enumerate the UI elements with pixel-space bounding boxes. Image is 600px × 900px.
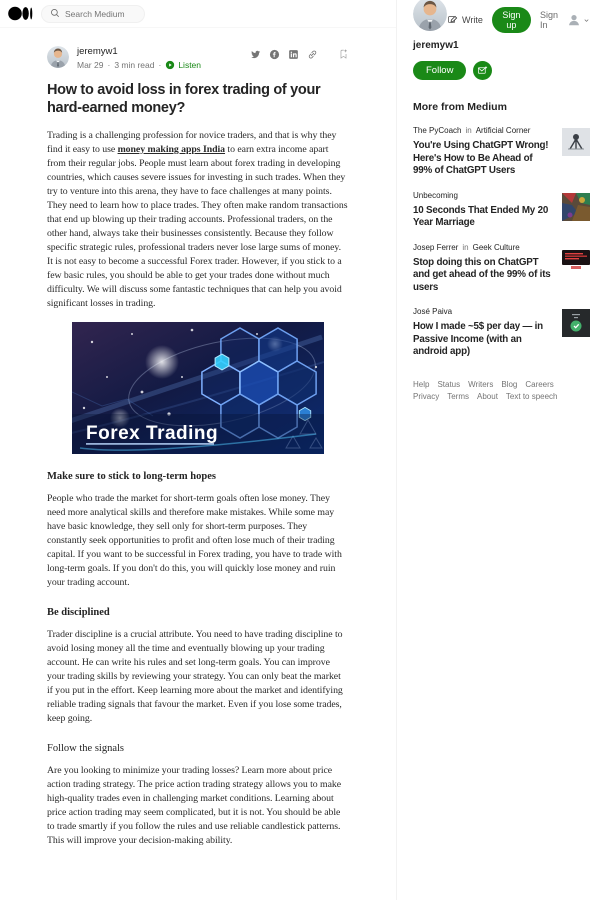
- top-navbar: [0, 0, 396, 28]
- chevron-down-icon: [583, 17, 590, 24]
- card-author[interactable]: Unbecoming: [413, 190, 458, 200]
- medium-logo[interactable]: [8, 6, 33, 21]
- footer-link[interactable]: Terms: [447, 391, 470, 401]
- search-icon: [50, 5, 60, 23]
- sidebar: [397, 0, 600, 900]
- article: [47, 46, 349, 848]
- article-paragraph: Trader discipline is a crucial attribute. You need to have trading discipline to avoid losing money all the time and eventually blowing up your trading account. He can write his rules and set long-term goals. You can improve your trading skills by reviewing your strategy. You can only beat the market if you put in the effort. Keep learning more about the market and identifying reliable trading signals that favour the market. Even if you lose some trades, keep going.: [47, 629, 343, 724]
- card-thumbnail[interactable]: [562, 193, 590, 221]
- footer-link[interactable]: Writers: [468, 379, 494, 389]
- footer-link[interactable]: Careers: [525, 379, 554, 389]
- card-author[interactable]: The PyCoach: [413, 126, 462, 135]
- article-title: How to avoid loss in forex trading of your hard-earned money?: [47, 82, 321, 116]
- body-link-money-making-apps[interactable]: money making apps India: [117, 144, 226, 155]
- card-author[interactable]: José Paiva: [413, 307, 453, 316]
- meta-dot: ·: [158, 60, 162, 70]
- linkedin-icon[interactable]: [288, 49, 299, 60]
- hero-image-caption-text: Forex Trading: [86, 423, 219, 444]
- footer-link[interactable]: Text to speech: [505, 391, 558, 401]
- article-meta: [77, 60, 201, 70]
- recommended-card[interactable]: [413, 243, 590, 295]
- profile-avatar[interactable]: [413, 0, 447, 31]
- sidebar-profile-name[interactable]: jeremyw1: [413, 40, 459, 51]
- write-icon: [447, 15, 458, 26]
- card-title[interactable]: Stop doing this on ChatGPT and get ahead of the 99% of its users: [413, 256, 551, 293]
- sign-in-link[interactable]: Sign In: [539, 10, 558, 30]
- article-byline: [47, 46, 349, 70]
- write-button[interactable]: Write: [447, 15, 483, 26]
- sidebar-profile-actions: [413, 61, 590, 80]
- publish-date: Mar 29: [77, 60, 104, 70]
- link-icon[interactable]: [307, 49, 318, 60]
- hero-image-forex-trading: [72, 322, 324, 454]
- footer-link[interactable]: Status: [437, 379, 461, 389]
- recommended-card[interactable]: [413, 307, 590, 359]
- user-icon: [567, 13, 581, 27]
- share-toolbar: [250, 49, 349, 60]
- nav-actions: [447, 7, 590, 33]
- listen-button[interactable]: Listen: [165, 60, 201, 70]
- subscribe-button[interactable]: [473, 61, 492, 80]
- follow-button[interactable]: Follow: [413, 61, 466, 80]
- article-paragraph: Trading is a challenging profession for novice traders, and that is why they find it easy to use money making apps India to earn extra income apart from their regular jobs. People must learn about forex trading in developing countries, which causes severe issues for investing in such trades. When they try to venture into this arena, they have to face challenges at many points. They need to learn how to place trades. They often make random transactions that end up blowing up their trading accounts. Professional traders, on the other hand, always take their businesses consistently. Because they follow specific strategic rules, professional traders never lose large sums of money. It is not easy to become a successful Forex trader. However, if you stick to a few basic rules, you should be able to get your trades done without much difficulty. We will discuss some fantastic techniques that can help you avoid significant losses in trading.: [47, 130, 348, 309]
- sidebar-footer-links: [413, 380, 583, 401]
- card-publication[interactable]: Artificial Corner: [475, 126, 531, 135]
- card-author-row: The PyCoach in Artificial Corner: [413, 126, 531, 135]
- card-title[interactable]: How I made ~5$ per day — in Passive Income (with an android app): [413, 321, 543, 357]
- twitter-icon[interactable]: [250, 49, 261, 60]
- email-plus-icon: [477, 65, 488, 76]
- sidebar-header: [413, 0, 590, 33]
- card-thumbnail[interactable]: [562, 309, 590, 337]
- search-input[interactable]: [65, 9, 136, 19]
- section-heading: Be disciplined: [47, 607, 110, 618]
- card-thumbnail[interactable]: [562, 245, 590, 273]
- footer-link[interactable]: About: [477, 391, 498, 401]
- user-menu[interactable]: [567, 13, 590, 27]
- section-heading: Follow the signals: [47, 743, 125, 754]
- card-author[interactable]: Josep Ferrer: [413, 242, 459, 252]
- footer-link[interactable]: Blog: [501, 379, 518, 389]
- read-time: 3 min read: [114, 60, 155, 70]
- recommended-card[interactable]: [413, 126, 590, 178]
- author-avatar[interactable]: [47, 46, 69, 68]
- more-from-medium-heading: More from Medium: [413, 101, 507, 113]
- card-title[interactable]: You're Using ChatGPT Wrong! Here's How to Be Ahead of 99% of ChatGPT Users: [413, 140, 549, 176]
- sign-up-button[interactable]: Sign up: [492, 7, 531, 33]
- search-box[interactable]: [41, 5, 145, 23]
- card-author-row: [413, 307, 552, 316]
- article-paragraph: People who trade the market for short-term goals often lose money. They need more analytical skills and therefore make mistakes. While some may have basic knowledge, they sell only for short-term purposes. They constantly seek opportunities to profit and often lose much of their trading capital. If you want to be successful in Forex trading, you have to trade with long-term goals. If you don't do this, you will quickly lose money and ruin your trading account.: [47, 493, 342, 588]
- card-thumbnail[interactable]: [562, 128, 590, 156]
- card-publication[interactable]: Geek Culture: [472, 242, 520, 252]
- recommended-card[interactable]: [413, 191, 590, 230]
- footer-link[interactable]: Help: [413, 379, 430, 389]
- facebook-icon[interactable]: [269, 49, 280, 60]
- footer-link[interactable]: Privacy: [413, 391, 440, 401]
- play-circle-icon: [165, 60, 175, 70]
- bookmark-add-icon[interactable]: [338, 49, 349, 60]
- card-author-row: Josep Ferrer in Geek Culture: [413, 242, 520, 252]
- card-author-row: [413, 191, 552, 200]
- meta-dot: ·: [107, 60, 111, 70]
- section-heading: Make sure to stick to long-term hopes: [47, 471, 216, 482]
- article-paragraph: Are you looking to minimize your trading losses? Learn more about price action trading strategy. The price action trading strategy allows you to make high-quality trades even in challenging market conditions. Learning about price action trading may seem complicated, but it is not. You should be able to trade smartly if you follow the rules and use reliable candlestick patterns. This will improve your decision-making ability.: [47, 765, 342, 846]
- author-name[interactable]: jeremyw1: [77, 46, 118, 57]
- card-title[interactable]: 10 Seconds That Ended My 20 Year Marriage: [413, 204, 549, 228]
